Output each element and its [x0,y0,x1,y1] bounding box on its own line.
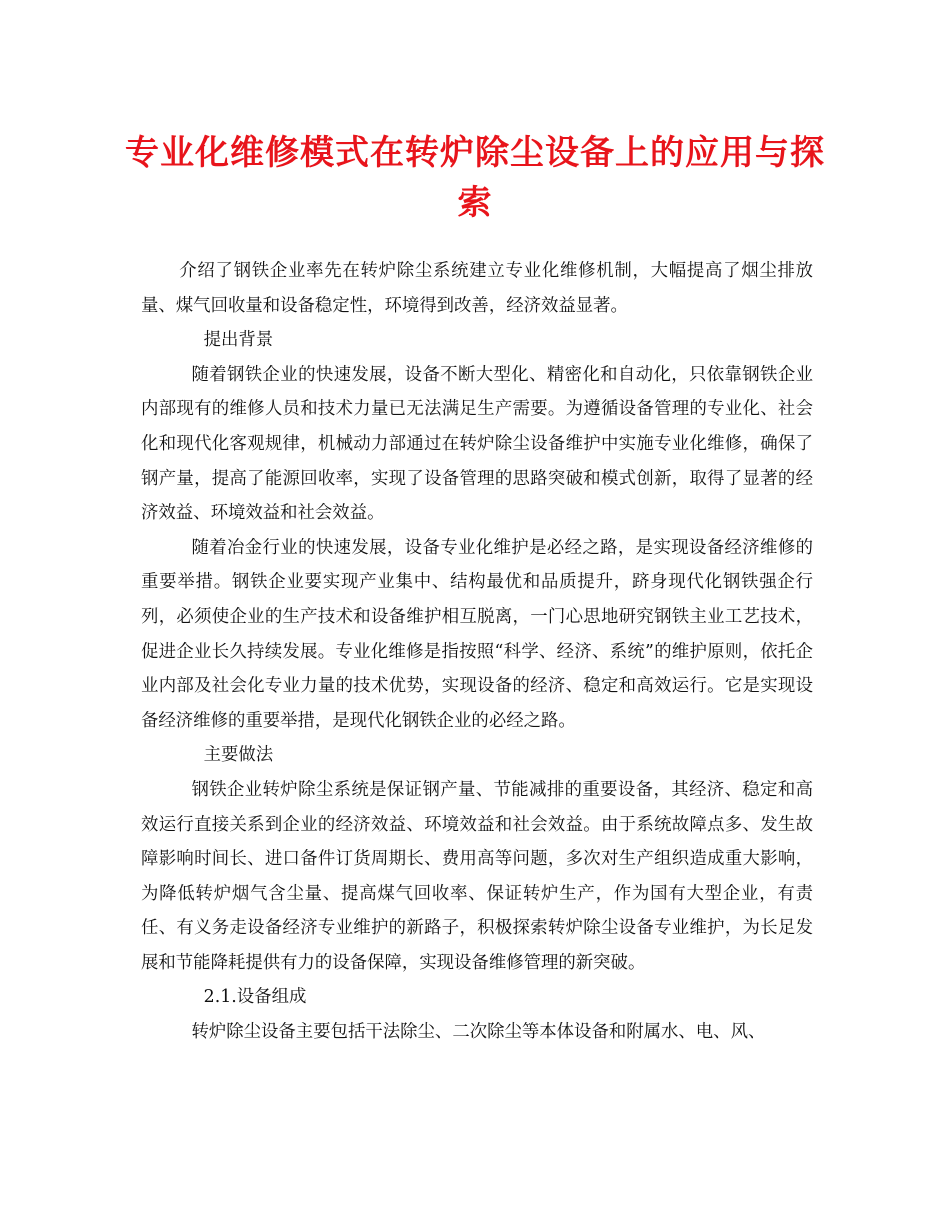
section-heading-methods: 主要做法 [203,745,274,766]
body-paragraph: 钢铁企业转炉除尘系统是保证钢产量、节能减排的重要设备，其经济、稳定和高效运行直接关系到企业的经济效益、环境效益和社会效益。由于系统故障点多、发生故障影响时间长、进口备件订货周期长、费用高等问题，多次对生产组织造成重大影响，为降低转炉烟气含尘量、提高煤气回收率、保证转炉生产，作为国有大型企业，有责任、有义务走设备经济专业维护的新路子，积极探索转炉除尘设备专业维护，为长足发展和节能降耗提供有力的设备保障，实现设备维修管理的新突破。 [141,779,813,973]
abstract-paragraph: 介绍了钢铁企业率先在转炉除尘系统建立专业化维修机制，大幅提高了烟尘排放量、煤气回收量和设备稳定性，环境得到改善，经济效益显著。 [141,261,813,316]
subsection-heading-equipment: 2.1.设备组成 [203,987,307,1008]
body-paragraph: 转炉除尘设备主要包括干法除尘、二次除尘等本体设备和附属水、电、风、 [191,1022,766,1043]
section-heading-background: 提出背景 [203,330,274,351]
body-paragraph: 随着钢铁企业的快速发展，设备不断大型化、精密化和自动化，只依靠钢铁企业内部现有的维修人员和技术力量已无法满足生产需要。为遵循设备管理的专业化、社会化和现代化客观规律，机械动力部通过在转炉除尘设备维护中实施专业化维修，确保了钢产量，提高了能源回收率，实现了设备管理的思路突破和模式创新，取得了显著的经济效益、环境效益和社会效益。 [141,364,813,524]
document-title: 专业化维修模式在转炉除尘设备上的应用与探索 [125,133,825,223]
document-body [141,254,813,1050]
body-paragraph: 随着冶金行业的快速发展，设备专业化维护是必经之路，是实现设备经济维修的重要举措。钢铁企业要实现产业集中、结构最优和品质提升，跻身现代化钢铁强企行列，必须使企业的生产技术和设备维护相互脱离，一门心思地研究钢铁主业工艺技术，促进企业长久持续发展。专业化维修是指按照“科学、经济、系统”的维护原则，依托企业内部及社会化专业力量的技术优势，实现设备的经济、稳定和高效运行。它是实现设备经济维修的重要举措，是现代化钢铁企业的必经之路。 [141,537,813,731]
